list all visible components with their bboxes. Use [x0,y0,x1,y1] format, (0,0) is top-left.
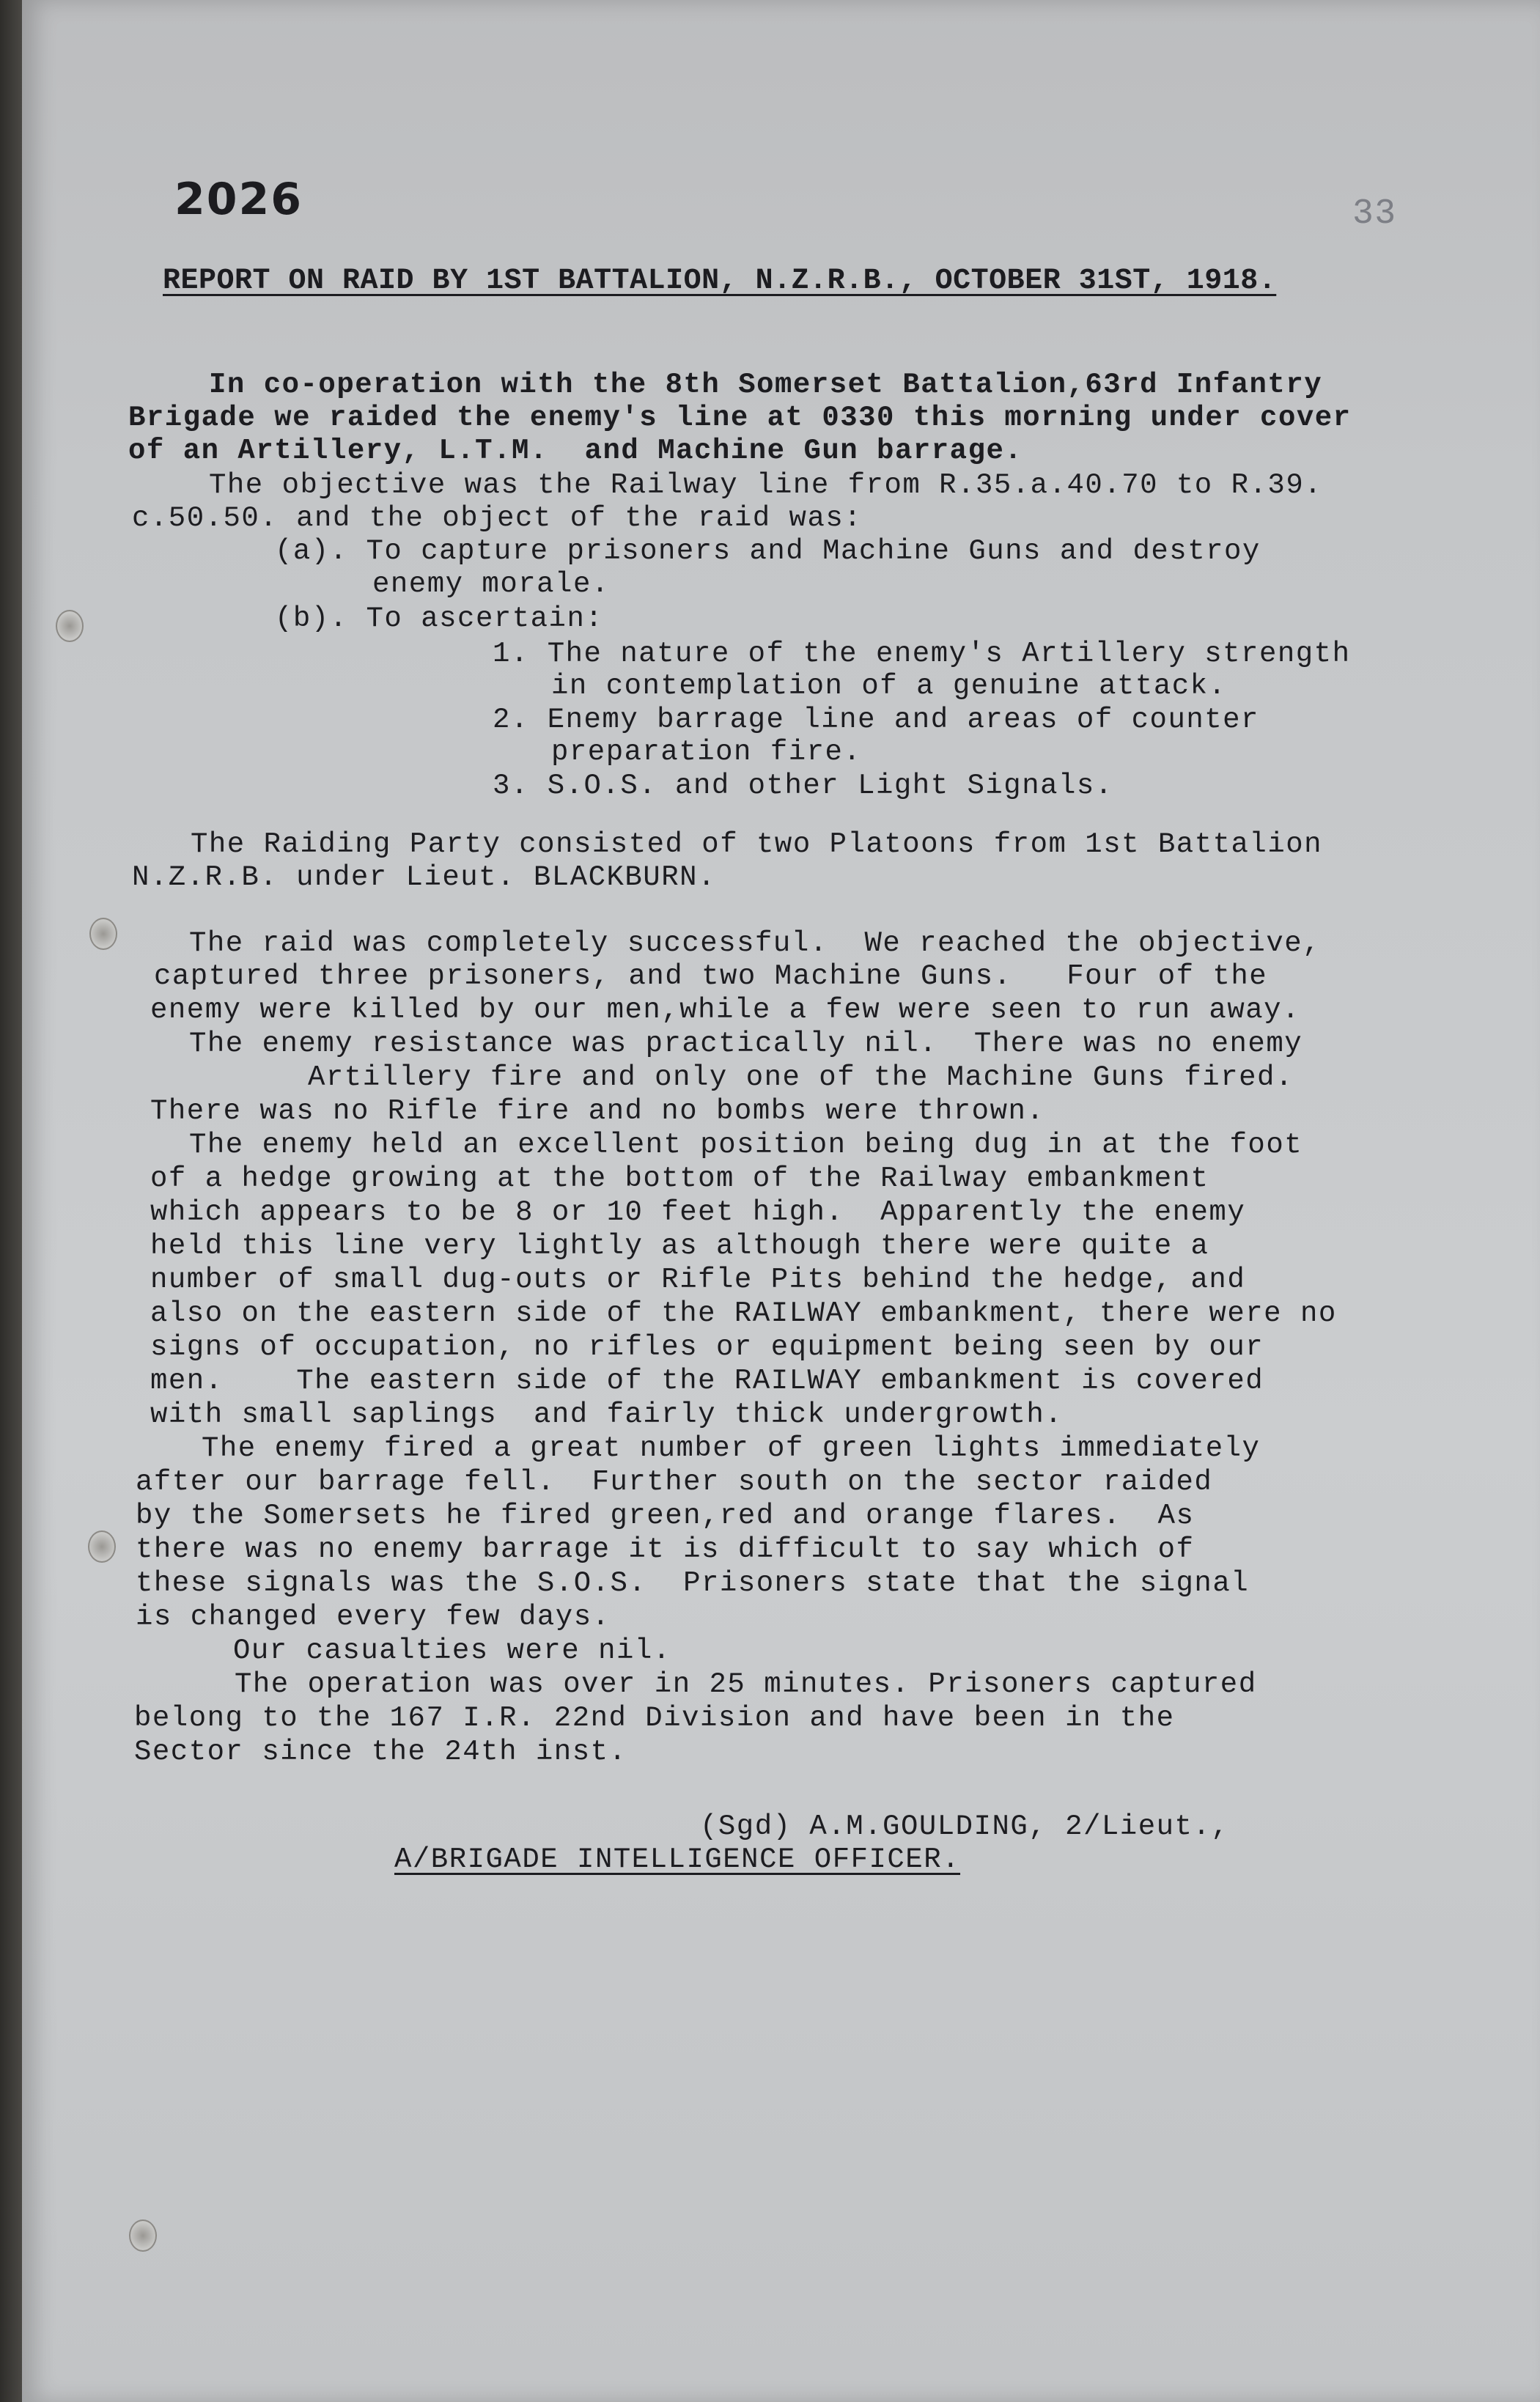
body-line: there was no enemy barrage it is difficult to say which of [136,1533,1195,1566]
intro-line: The objective was the Railway line from R.35.a.40.70 to R.39. [209,469,1323,501]
corner-page-mark: 33 [1352,194,1397,234]
body-line: enemy were killed by our men,while a few were seen to run away. [150,994,1300,1026]
intro-line: of an Artillery, L.T.M. and Machine Gun barrage. [128,435,1023,467]
body-line: There was no Rifle fire and no bombs were thrown. [150,1095,1045,1127]
body-line: also on the eastern side of the RAILWAY embankment, there were no [150,1297,1337,1330]
body-line: with small saplings and fairly thick undergrowth. [150,1399,1064,1431]
body-line: The enemy held an excellent position being dug in at the foot [189,1129,1303,1161]
body-line: Sector since the 24th inst. [134,1736,627,1768]
object-a-line: enemy morale. [372,568,610,600]
intro-line: Brigade we raided the enemy's line at 0330 this morning under cover [128,402,1352,434]
body-line: is changed every few days. [136,1601,611,1633]
body-line: held this line very lightly as although there were quite a [150,1230,1209,1262]
signature-line: (Sgd) A.M.GOULDING, 2/Lieut., [700,1810,1230,1843]
object-b-line: (b). To ascertain: [275,603,604,635]
report-heading: REPORT ON RAID BY 1ST BATTALION, N.Z.R.B., OCTOBER 31ST, 1918. [163,265,1277,298]
body-line: signs of occupation, no rifles or equipment being seen by our [150,1331,1264,1363]
body-line: of a hedge growing at the bottom of the Railway embankment [150,1163,1209,1195]
body-line: Artillery fire and only one of the Machine Guns fired. [308,1061,1294,1094]
body-line: The enemy resistance was practically nil. There was no enemy [189,1028,1303,1060]
party-line: The Raiding Party consisted of two Platoons from 1st Battalion [191,828,1323,861]
body-line: by the Somersets he fired green,red and orange flares. As [136,1500,1195,1532]
body-line: these signals was the S.O.S. Prisoners state that the signal [136,1567,1250,1599]
body-line: Our casualties were nil. [233,1635,671,1667]
object-a-line: (a). To capture prisoners and Machine Guns and destroy [275,535,1261,567]
body-line: captured three prisoners, and two Machine Guns. Four of the [154,960,1268,992]
body-line: after our barrage fell. Further south on the sector raided [136,1466,1213,1498]
object-b-item: in contemplation of a genuine attack. [551,670,1227,702]
page-number: 2026 [174,174,303,225]
intro-line: c.50.50. and the object of the raid was: [132,502,863,534]
signature-title: A/BRIGADE INTELLIGENCE OFFICER. [394,1843,961,1876]
body-line: The raid was completely successful. We reached the objective, [189,927,1322,959]
body-line: belong to the 167 I.R. 22nd Division and have been in the [134,1702,1175,1734]
party-line: N.Z.R.B. under Lieut. BLACKBURN. [132,861,716,894]
body-line: number of small dug-outs or Rifle Pits behind the hedge, and [150,1264,1246,1296]
body-line: men. The eastern side of the RAILWAY embankment is covered [150,1365,1264,1397]
object-b-item: 1. The nature of the enemy's Artillery strength [493,638,1351,670]
intro-line: In co-operation with the 8th Somerset Battalion,63rd Infantry [209,369,1323,401]
object-b-item: 2. Enemy barrage line and areas of counter [493,704,1259,736]
body-line: which appears to be 8 or 10 feet high. Apparently the enemy [150,1196,1246,1228]
body-line: The operation was over in 25 minutes. Prisoners captured [235,1668,1257,1701]
object-b-item: preparation fire. [551,736,862,768]
object-b-item: 3. S.O.S. and other Light Signals. [493,770,1113,802]
body-line: The enemy fired a great number of green lights immediately [202,1432,1261,1465]
